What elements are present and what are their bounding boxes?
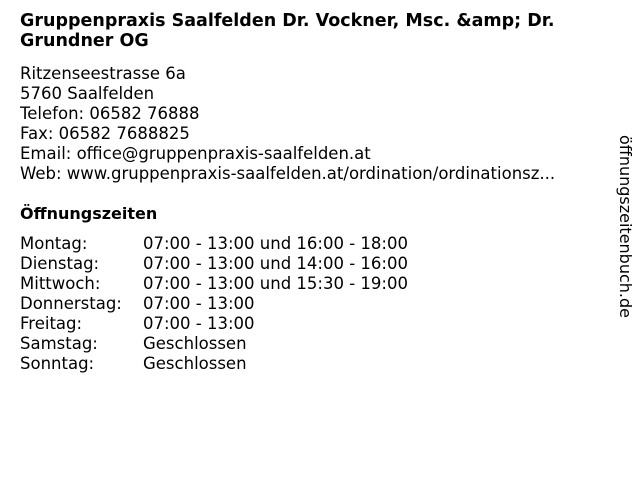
day-label: Freitag:	[20, 314, 83, 333]
hours-row-sunday	[20, 354, 408, 374]
day-label: Montag:	[20, 234, 88, 253]
brand-watermark: öffnungszeitenbuch.de	[616, 135, 635, 318]
day-label: Sonntag:	[20, 354, 95, 373]
day-label: Dienstag:	[20, 254, 100, 273]
time-value: 07:00 - 13:00 und 16:00 - 18:00	[143, 234, 408, 253]
time-value: 07:00 - 13:00 und 15:30 - 19:00	[143, 274, 408, 293]
address-block	[20, 64, 555, 184]
street-address: Ritzenseestrasse 6a	[20, 64, 186, 83]
time-value: 07:00 - 13:00	[143, 314, 255, 333]
phone-line: Telefon: 06582 76888	[20, 104, 200, 123]
hours-row-thursday	[20, 294, 408, 314]
opening-hours-table	[20, 234, 408, 374]
web-line: Web: www.gruppenpraxis-saalfelden.at/ordination/ordinationsz...	[20, 164, 556, 183]
time-value: Geschlossen	[143, 354, 247, 373]
day-label: Samstag:	[20, 334, 98, 353]
hours-row-wednesday	[20, 274, 408, 294]
opening-hours-heading: Öffnungszeiten	[20, 204, 158, 223]
hours-row-tuesday	[20, 254, 408, 274]
city-line: 5760 Saalfelden	[20, 84, 155, 103]
day-label: Mittwoch:	[20, 274, 101, 293]
time-value: 07:00 - 13:00 und 14:00 - 16:00	[143, 254, 408, 273]
hours-row-friday	[20, 314, 408, 334]
time-value: Geschlossen	[143, 334, 247, 353]
hours-row-saturday	[20, 334, 408, 354]
hours-row-monday	[20, 234, 408, 254]
day-label: Donnerstag:	[20, 294, 122, 313]
time-value: 07:00 - 13:00	[143, 294, 255, 313]
business-title: Gruppenpraxis Saalfelden Dr. Vockner, Msc. &amp; Dr. Grundner OG	[20, 11, 555, 51]
fax-line: Fax: 06582 7688825	[20, 124, 190, 143]
email-line: Email: office@gruppenpraxis-saalfelden.at	[20, 144, 371, 163]
